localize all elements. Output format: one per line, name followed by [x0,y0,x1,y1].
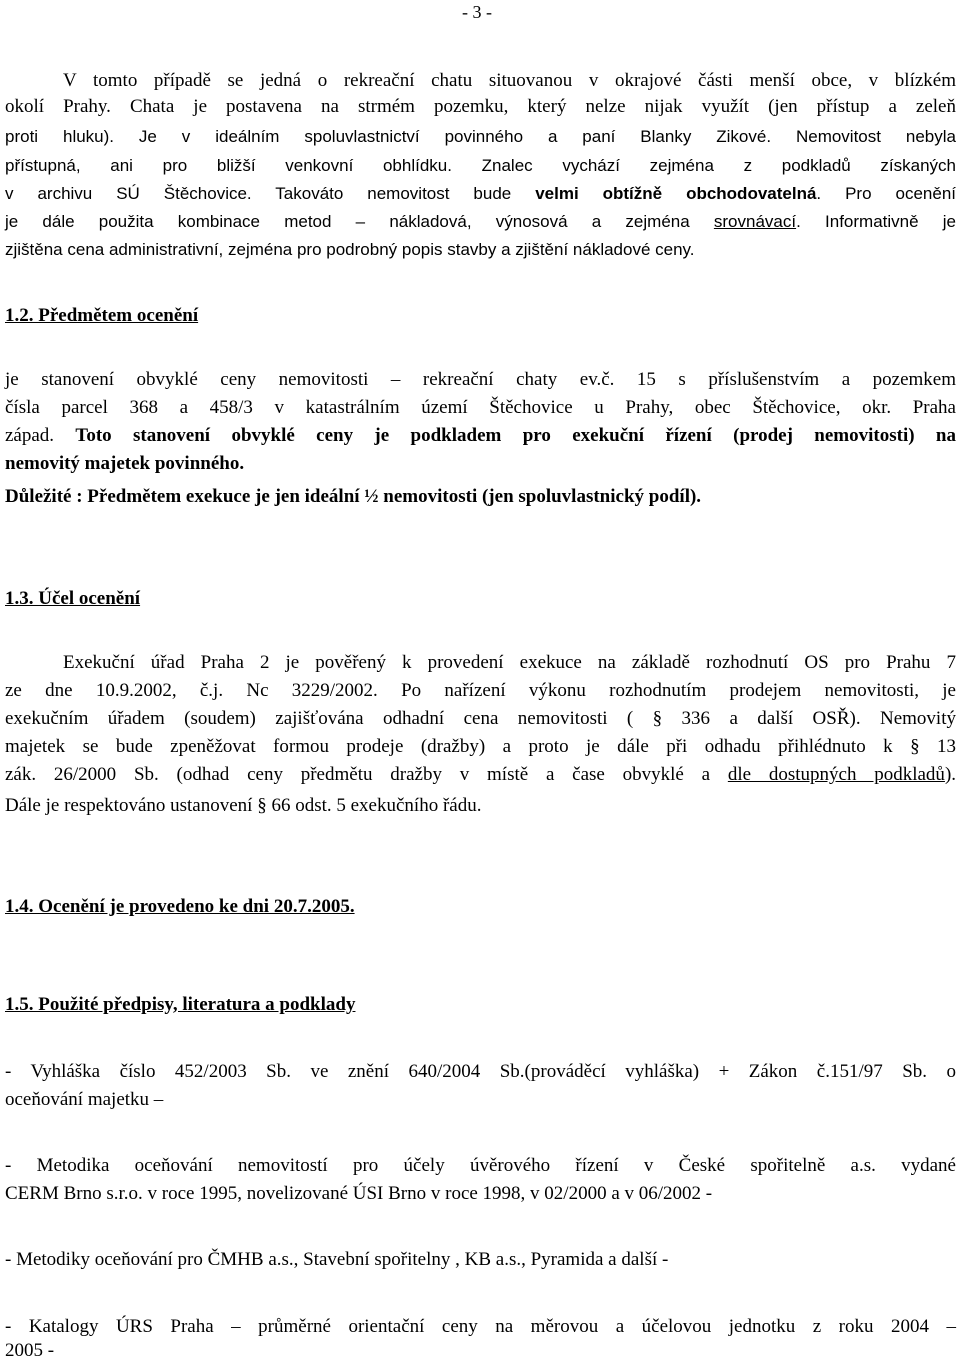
section-1-3-heading: 1.3. Účel ocenění [5,588,141,609]
s13-line-1: Exekuční úřad Praha 2 je pověřený k provedení exekuce na základě rozhodnutí OS pro Prahu 7 [63,652,956,673]
s13-line-5-end: ). [944,764,957,785]
ref-item-2-line-2: CERM Brno s.r.o. v roce 1995, novelizované ÚSI Brno v roce 1998, v 02/2000 a v 06/2002 - [5,1183,713,1204]
s12-line-1: je stanovení obvyklé ceny nemovitosti – rekreační chaty ev.č. 15 s příslušenstvím a pozemkem [5,369,956,390]
s13-line-4: majetek se bude zpeněžovat formou prodeje (dražby) a proto je dále při odhadu přihlédnuto k § 13 [5,736,956,757]
ref-item-4-line-2: 2005 - [5,1340,55,1361]
ref-item-1-line-1: - Vyhláška číslo 452/2003 Sb. ve znění 640/2004 Sb.(prováděcí vyhláška) + Zákon č.151/97 Sb. o [5,1061,956,1082]
s13-underlined-podklady: dle dostupných podkladů [727,764,945,785]
s12-bold-statement: Toto stanovení obvyklé ceny je podkladem pro exekuční řízení (prodej nemovitosti) na [75,425,956,446]
s12-line-3 [5,425,956,447]
s12-line-4: nemovitý majetek povinného. [5,453,245,474]
intro-line-2: okolí Prahy. Chata je postavena na strmém pozemku, který nelze nijak využít (jen přístup a zeleň [5,96,956,117]
section-1-4-heading: 1.4. Ocenění je provedeno ke dni 20.7.2005. [5,896,355,917]
intro-line-7: zjištěna cena administrativní, zejména pro podrobný popis stavby a zjištění nákladové ceny. [5,240,695,259]
section-1-2-heading: 1.2. Předmětem ocenění [5,305,199,326]
page-number: - 3 - [462,2,492,22]
intro-underlined-srovnavaci: srovnávací [713,212,797,231]
intro-line-1: V tomto případě se jedná o rekreační chatu situovanou v okrajové části menší obce, v blízkém [63,70,956,91]
intro-line-4: přístupná, ani pro bližší venkovní obhlídku. Znalec vychází zejména z podkladů získaných [5,156,956,175]
section-1-5-heading: 1.5. Použité předpisy, literatura a podklady [5,994,356,1015]
ref-item-1-line-2: oceňování majetku – [5,1089,164,1110]
s13-line-5 [5,764,956,786]
s13-line-3: exekučním úřadem (soudem) zajišťována odhadní cena nemovitosti ( § 336 a další OSŘ). Nemovitý [5,708,956,729]
ref-item-4-line-1: - Katalogy ÚRS Praha – průměrné orientační ceny na měrovou a účelovou jednotku z roku 2004 – [5,1316,956,1337]
intro-line-3: proti hluku). Je v ideálním spoluvlastnictví povinného a paní Blanky Zikové. Nemovitost nebyla [5,127,956,146]
s13-line-6: Dále je respektováno ustanovení § 66 odst. 5 exekučního řádu. [5,795,482,816]
intro-line-5 [5,183,956,205]
s13-line-2: ze dne 10.9.2002, č.j. Nc 3229/2002. Po nařízení výkonu rozhodnutím prodejem nemovitosti, je [5,680,956,701]
ref-item-2-line-1: - Metodika oceňování nemovitostí pro účely úvěrového řízení v České spořitelně a.s. vydané [5,1155,956,1176]
intro-line-6-start: je dále použita kombinace metod – nákladová, výnosová a zejména [5,212,714,231]
s12-line-3-start: západ. [5,425,76,446]
intro-line-6 [5,211,956,233]
s12-line-2: čísla parcel 368 a 458/3 v katastrálním území Štěchovice u Prahy, obec Štěchovice, okr. Praha [5,397,956,418]
ref-item-3: - Metodiky oceňování pro ČMHB a.s., Stavební spořitelny , KB a.s., Pyramida a další - [5,1249,669,1270]
intro-emphasis-obchodovatelna: velmi obtížně obchodovatelná [535,184,817,203]
intro-line-6-end: . Informativně je [796,212,956,231]
s12-important-note: Důležité : Předmětem exekuce je jen ideální ½ nemovitosti (jen spoluvlastnický podíl). [5,486,702,507]
intro-line-5-start: v archivu SÚ Štěchovice. Takováto nemovitost bude [5,184,536,203]
intro-line-5-end: . Pro ocenění [816,184,956,203]
s13-line-5-start: zák. 26/2000 Sb. (odhad ceny předmětu dražby v místě a čase obvyklé a [5,764,728,785]
